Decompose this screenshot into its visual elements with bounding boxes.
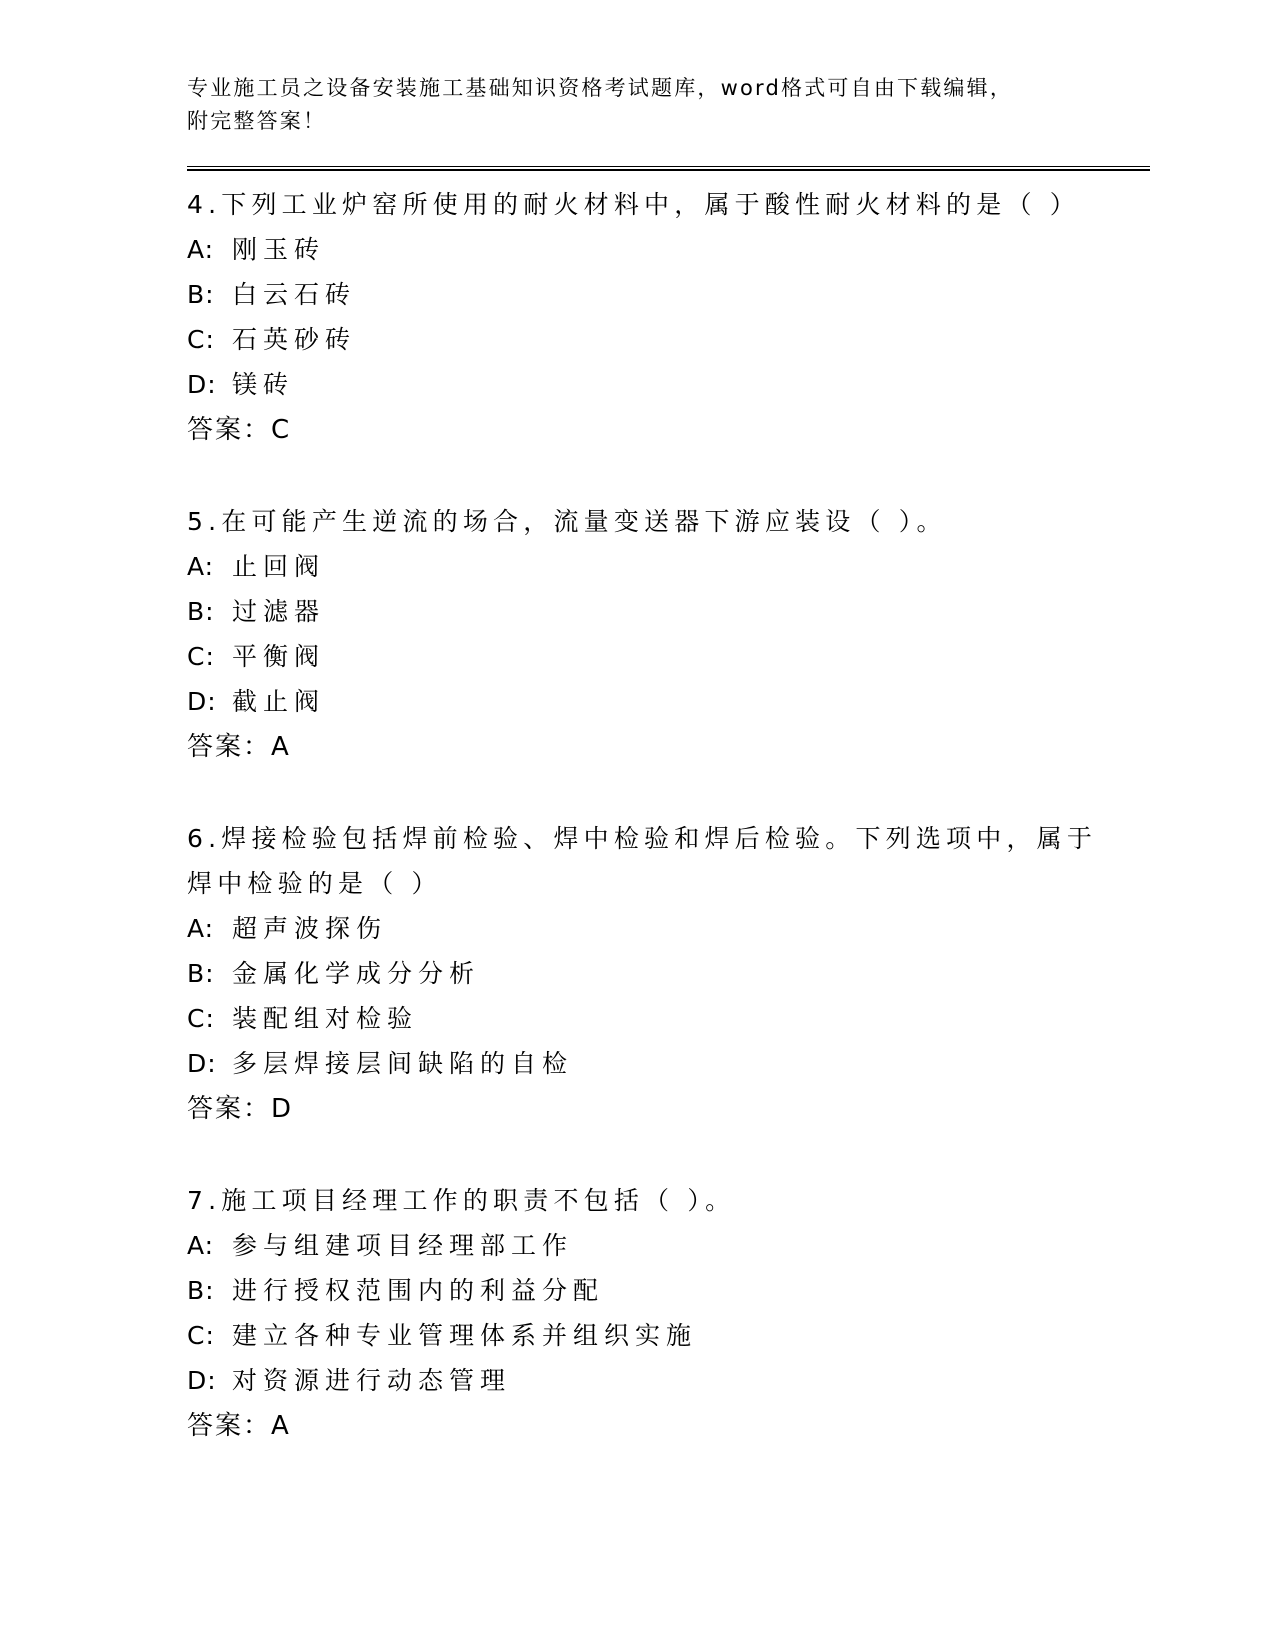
option-c [187, 317, 1157, 362]
option-d [187, 679, 1157, 724]
option-letter: A: [187, 1231, 215, 1260]
option-letter: A: [187, 914, 215, 943]
option-a [187, 227, 1157, 272]
option-text: 建立各种专业管理体系并组织实施 [232, 1321, 698, 1350]
option-text: 石英砂砖 [232, 325, 357, 354]
option-letter: A: [187, 552, 215, 581]
option-text: 多层焊接层间缺陷的自检 [232, 1049, 574, 1078]
option-letter: D: [187, 1366, 217, 1395]
option-b [187, 272, 1157, 317]
option-c [187, 1313, 1157, 1358]
option-text: 刚玉砖 [232, 235, 326, 264]
option-letter: C: [187, 642, 215, 671]
question-text: 4.下列工业炉窑所使用的耐火材料中，属于酸性耐火材料的是（ ） [187, 190, 1081, 219]
option-text: 进行授权范围内的利益分配 [232, 1276, 605, 1305]
option-a [187, 1223, 1157, 1268]
option-a [187, 906, 1157, 951]
question-text: 5.在可能产生逆流的场合，流量变送器下游应装设（ ）。 [187, 507, 947, 536]
question-item [187, 816, 1157, 1132]
option-letter: A: [187, 235, 215, 264]
question-item [187, 499, 1157, 770]
option-a [187, 544, 1157, 589]
option-letter: C: [187, 1321, 215, 1350]
option-d [187, 362, 1157, 407]
answer-line: 答案：D [187, 1094, 294, 1124]
option-letter: B: [187, 597, 215, 626]
option-letter: D: [187, 370, 217, 399]
option-d [187, 1358, 1157, 1403]
question-item [187, 182, 1157, 453]
option-letter: B: [187, 959, 215, 988]
option-letter: D: [187, 687, 217, 716]
option-letter: D: [187, 1049, 217, 1078]
answer-line: 答案：C [187, 415, 292, 445]
option-text: 镁砖 [232, 370, 295, 399]
option-text: 白云石砖 [232, 280, 357, 309]
question-list [187, 182, 1157, 1449]
option-text: 金属化学成分分析 [232, 959, 481, 988]
option-text: 截止阀 [232, 687, 326, 716]
answer-line: 答案：A [187, 1411, 291, 1441]
option-b [187, 951, 1157, 996]
option-text: 装配组对检验 [232, 1004, 419, 1033]
question-item [187, 1178, 1157, 1449]
document-header [187, 72, 1157, 138]
option-text: 平衡阀 [232, 642, 326, 671]
option-text: 超声波探伤 [232, 914, 388, 943]
option-d [187, 1041, 1157, 1086]
option-c [187, 996, 1157, 1041]
question-text: 6.焊接检验包括焊前检验、焊中检验和焊后检验。下列选项中，属于 [187, 824, 1098, 853]
option-text: 参与组建项目经理部工作 [232, 1231, 574, 1260]
option-letter: B: [187, 280, 215, 309]
question-text: 焊中检验的是（ ） [187, 869, 442, 898]
double-rule-divider [187, 166, 1150, 171]
option-b [187, 1268, 1157, 1313]
header-line: 附完整答案！ [187, 109, 327, 133]
answer-line: 答案：A [187, 732, 291, 762]
option-b [187, 589, 1157, 634]
header-line: 专业施工员之设备安装施工基础知识资格考试题库，word格式可自由下载编辑， [187, 76, 1014, 100]
option-letter: C: [187, 325, 215, 354]
document-page [187, 72, 1157, 1495]
option-text: 对资源进行动态管理 [232, 1366, 512, 1395]
option-text: 过滤器 [232, 597, 326, 626]
option-letter: B: [187, 1276, 215, 1305]
option-letter: C: [187, 1004, 215, 1033]
option-c [187, 634, 1157, 679]
question-text: 7.施工项目经理工作的职责不包括（ ）。 [187, 1186, 736, 1215]
option-text: 止回阀 [232, 552, 326, 581]
